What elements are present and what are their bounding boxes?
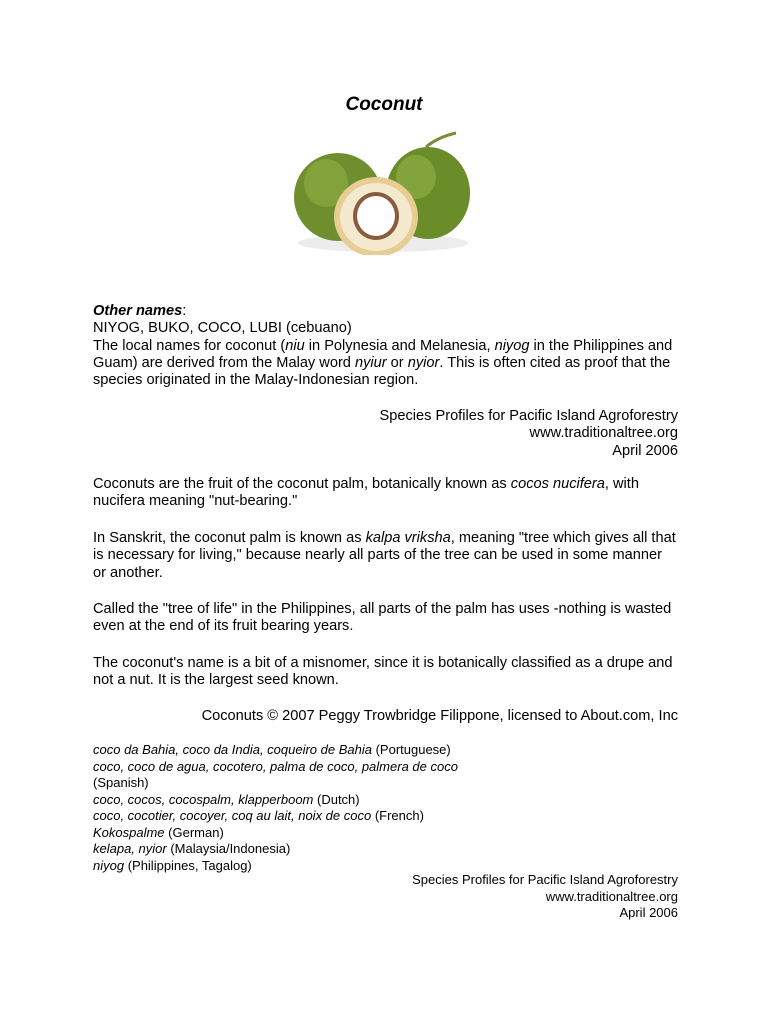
source-title: Species Profiles for Pacific Island Agroforestry [379, 408, 678, 424]
local-names-list: NIYOG, BUKO, COCO, LUBI (cebuano) [93, 320, 352, 337]
source-website: www.traditionaltree.org [545, 888, 678, 904]
list-item: Kokospalme (German) [93, 824, 224, 840]
list-item: coco, cocos, cocospalm, klapperboom (Dutch) [93, 791, 360, 807]
source-date: April 2006 [612, 442, 678, 459]
source-title: Species Profiles for Pacific Island Agroforestry [412, 872, 678, 887]
local-names-paragraph: The local names for coconut (niu in Polynesia and Melanesia, niyog in the Philippines and Guam) are derived from the Malay word nyiur or nyior. This is often cited as proof that the species originated in the Malay-Indonesian region. [93, 337, 673, 389]
foreign-names-list [93, 742, 493, 874]
paragraph-botanical: Coconuts are the fruit of the coconut palm, botanically known as cocos nucifera, with nucifera meaning "nut-bearing." [93, 476, 639, 510]
source-citation-2 [93, 872, 678, 922]
other-names-section [93, 303, 678, 389]
source-date: April 2006 [619, 905, 678, 920]
source-website: www.traditionaltree.org [529, 425, 678, 442]
list-item: coco da Bahia, coco da India, coqueiro de Bahia (Portuguese) [93, 742, 451, 757]
paragraph-sanskrit: In Sanskrit, the coconut palm is known as kalpa vriksha, meaning "tree which gives all that is necessary for living," because nearly all parts of the tree can be used in some manner or another. [93, 530, 676, 581]
list-item: coco, coco de agua, cocotero, palma de coco, palmera de coco (Spanish) [93, 758, 458, 790]
coconut-meat [357, 196, 395, 236]
paragraph-tree-of-life: Called the "tree of life" in the Philippines, all parts of the palm has uses -nothing is wasted even at the end of its fruit bearing years. [93, 601, 672, 635]
coconut-stem [426, 133, 456, 147]
list-item: coco, cocotier, cocoyer, coq au lait, noix de coco (French) [93, 808, 424, 823]
other-names-heading: Other names [93, 303, 183, 319]
page-title: Coconut [345, 94, 423, 115]
paragraph-misnomer: The coconut's name is a bit of a misnomer, since it is botanically classified as a drupe and not a nut. It is the largest seed known. [93, 655, 673, 689]
coconut-illustration [288, 125, 478, 255]
list-item: kelapa, nyior (Malaysia/Indonesia) [93, 841, 291, 856]
copyright-line: Coconuts © 2007 Peggy Trowbridge Filippone, licensed to About.com, Inc [201, 708, 678, 724]
heading-colon: : [182, 303, 187, 319]
list-item: niyog (Philippines, Tagalog) [93, 857, 252, 873]
source-citation-1 [93, 408, 678, 460]
